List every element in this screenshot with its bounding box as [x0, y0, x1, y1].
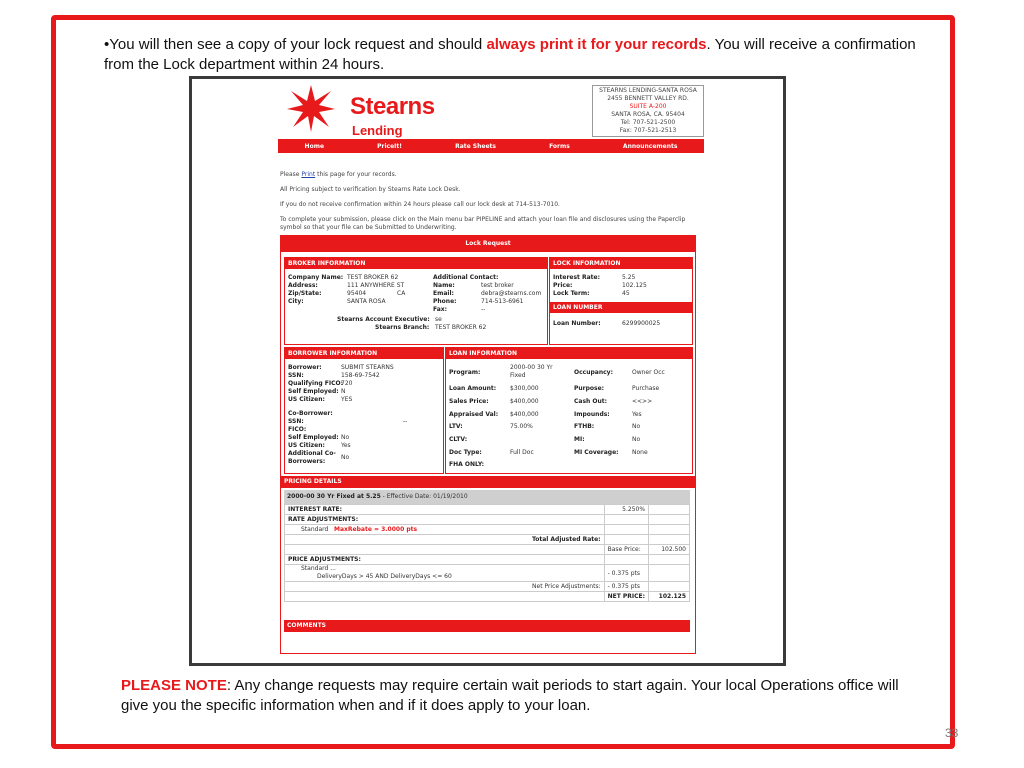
note-text: : Any change requests may require certain wait periods to start again. Your local Operations office will give you the specific information when and if it does apply to your loan.	[121, 677, 899, 714]
standard-adjustment: Standard ...	[301, 565, 336, 572]
table-row	[285, 515, 690, 525]
city: SANTA ROSA	[347, 298, 386, 305]
label: Additional Co-	[288, 450, 336, 457]
address-line: SANTA ROSA, CA. 95404	[611, 111, 685, 118]
empty-cell	[649, 505, 690, 515]
max-rebate: MaxRebate = 3.0000 pts	[334, 526, 418, 533]
nav-rate-sheets[interactable]: Rate Sheets	[455, 142, 496, 150]
intro-text	[104, 35, 944, 75]
empty-cell	[649, 535, 690, 545]
label: City:	[288, 298, 304, 305]
table-row	[285, 545, 690, 555]
label: NET PRICE:	[604, 592, 648, 602]
ltv: 75.00%	[510, 423, 533, 430]
borrower-fico: 720	[341, 380, 353, 387]
broker-info-header: BROKER INFORMATION	[285, 258, 547, 269]
company-name: TEST BROKER 62	[347, 274, 399, 281]
nav-forms[interactable]: Forms	[549, 142, 570, 150]
screenshot-lock-request	[189, 76, 786, 666]
delivery-days-rule: DeliveryDays > 45 AND DeliveryDays <= 60	[317, 573, 452, 580]
mi-coverage: None	[632, 449, 648, 456]
nav-priceit[interactable]: PriceIt!	[377, 142, 402, 150]
main-nav	[278, 139, 704, 153]
lock-term: 45	[622, 290, 630, 297]
label: Total Adjusted Rate:	[285, 535, 605, 545]
borrower-info-header: BORROWER INFORMATION	[285, 348, 443, 359]
label: FTHB:	[574, 423, 595, 430]
price: 102.125	[622, 282, 647, 289]
label: Company Name:	[288, 274, 344, 281]
address-line: 2455 BENNETT VALLEY RD.	[607, 95, 689, 102]
net-price: 102.125	[649, 592, 690, 602]
effective-date: - Effective Date: 01/19/2010	[380, 493, 468, 500]
label: PRICE ADJUSTMENTS:	[285, 555, 605, 565]
empty-cell	[649, 582, 690, 592]
standard-label: Standard	[301, 526, 329, 533]
table-row	[285, 565, 690, 582]
pricing-table	[284, 504, 690, 602]
label: Sales Price:	[449, 398, 489, 405]
interest-rate: 5.25	[622, 274, 636, 281]
base-price: 102.500	[649, 545, 690, 555]
print-link[interactable]: Print	[301, 171, 316, 178]
label: RATE ADJUSTMENTS:	[285, 515, 605, 525]
label: Email:	[433, 290, 454, 297]
label: Price:	[553, 282, 573, 289]
label: Address:	[288, 282, 318, 289]
label: Borrowers:	[288, 458, 326, 465]
label: FHA ONLY:	[449, 461, 485, 468]
please-note	[121, 676, 901, 716]
label: SSN:	[288, 372, 304, 379]
print-note-pre: Please	[280, 171, 302, 178]
state: CA	[397, 290, 406, 297]
page-notes	[280, 171, 704, 239]
intro-highlight: always print it for your records	[486, 36, 707, 53]
label: Base Price:	[604, 545, 648, 555]
borrower-self-employed: N	[341, 388, 346, 395]
broker-info-box	[284, 257, 548, 345]
verification-note: All Pricing subject to verification by Stearns Rate Lock Desk.	[280, 186, 461, 193]
label: LTV:	[449, 423, 463, 430]
account-executive: se	[435, 316, 442, 323]
address-line: SUITE A-200	[629, 103, 667, 110]
table-row	[285, 535, 690, 545]
label: Interest Rate:	[553, 274, 601, 281]
co-borrower-ssn: --	[403, 418, 408, 425]
stearns-star-logo-icon	[286, 83, 336, 133]
label: Purpose:	[574, 385, 605, 392]
address-line: STEARNS LENDING-SANTA ROSA	[599, 87, 697, 94]
impounds: Yes	[632, 411, 642, 418]
borrower-info-box	[284, 347, 444, 474]
label: Impounds:	[574, 411, 610, 418]
empty-cell	[604, 515, 648, 525]
label: Additional Contact:	[433, 274, 499, 281]
label: Name:	[433, 282, 455, 289]
label: Lock Term:	[553, 290, 590, 297]
empty-cell	[604, 555, 648, 565]
table-row	[285, 525, 690, 535]
contact-fax: --	[481, 306, 486, 313]
label: Net Price Adjustments:	[285, 582, 605, 592]
label: Zip/State:	[288, 290, 322, 297]
cash-out: <<>>	[632, 398, 653, 405]
doc-type: Full Doc	[510, 449, 534, 456]
page-number: 33	[945, 726, 959, 740]
label: Stearns Branch:	[375, 324, 430, 331]
label: Program:	[449, 369, 481, 376]
comments-header: COMMENTS	[284, 620, 690, 632]
occupancy: Owner Occ	[632, 369, 665, 376]
label: Self Employed:	[288, 388, 339, 395]
borrower-name: SUBMIT STEARNS	[341, 364, 394, 371]
submission-note: To complete your submission, please click on the Main menu bar PIPELINE and attach your loan file and disclosures using the Paperclip symbol so that your file can be Submitted to Underwriting.	[280, 216, 686, 231]
label: MI:	[574, 436, 585, 443]
net-price-adjustments: - 0.375 pts	[604, 582, 648, 592]
empty-cell	[649, 515, 690, 525]
branch-address	[592, 85, 704, 137]
empty-cell	[285, 545, 605, 555]
empty-cell	[649, 525, 690, 535]
label: Loan Amount:	[449, 385, 497, 392]
label: US Citizen:	[288, 442, 325, 449]
label: Loan Number:	[553, 320, 601, 327]
note-label: PLEASE NOTE	[121, 677, 227, 694]
loan-info-header: LOAN INFORMATION	[446, 348, 692, 359]
label: INTEREST RATE:	[285, 505, 605, 515]
empty-cell	[649, 555, 690, 565]
intro-rest: . You will receive a confirmation from the Lock department within 24 hours.	[104, 36, 916, 73]
label: Doc Type:	[449, 449, 482, 456]
contact-email: debra@stearns.com	[481, 290, 542, 297]
lock-request-panel	[280, 235, 696, 654]
brand-sub: Lending	[352, 123, 403, 138]
broker-address: 111 ANYWHERE ST	[347, 282, 405, 289]
label: Phone:	[433, 298, 457, 305]
brand-name: Stearns	[350, 93, 435, 120]
loan-number: 6299900025	[622, 320, 661, 327]
fthb: No	[632, 423, 641, 430]
label: MI Coverage:	[574, 449, 619, 456]
nav-home[interactable]: Home	[304, 142, 325, 150]
program-line-1: 2000-00 30 Yr	[510, 364, 553, 371]
mi: No	[632, 436, 641, 443]
purpose: Purchase	[632, 385, 660, 392]
empty-cell	[604, 535, 648, 545]
zip: 95404	[347, 290, 367, 297]
label: Occupancy:	[574, 369, 613, 376]
co-borrower-self-employed: No	[341, 434, 350, 441]
table-row	[285, 505, 690, 515]
loan-number-header: LOAN NUMBER	[550, 302, 692, 313]
lock-info-header: LOCK INFORMATION	[550, 258, 692, 269]
adjustment-value: - 0.375 pts	[604, 565, 648, 582]
contact-name: test broker	[481, 282, 514, 289]
label: Appraised Val:	[449, 411, 499, 418]
label: Qualifying FICO:	[288, 380, 344, 387]
additional-co-borrowers: No	[341, 454, 350, 461]
print-note	[280, 171, 704, 179]
label: Co-Borrower:	[288, 410, 333, 417]
nav-announcements[interactable]: Announcements	[622, 142, 678, 150]
address-line: Fax: 707-521-2513	[619, 127, 677, 134]
label: US Citizen:	[288, 396, 325, 403]
borrower-citizen: YES	[341, 396, 353, 403]
product-name: 2000-00 30 Yr Fixed at 5.25	[287, 493, 381, 500]
label: Self Employed:	[288, 434, 339, 441]
label: CLTV:	[449, 436, 468, 443]
interest-rate-value: 5.250%	[604, 505, 648, 515]
pricing-details-header: PRICING DETAILS	[281, 476, 695, 488]
label: Fax:	[433, 306, 448, 313]
appraised-value: $400,000	[510, 411, 539, 418]
program-line-2: Fixed	[510, 372, 526, 379]
intro-bullet: •You will then see a copy of your lock request and should	[104, 36, 487, 53]
label: Cash Out:	[574, 398, 608, 405]
lock-request-title: Lock Request	[281, 236, 695, 252]
lock-info-box	[549, 257, 693, 345]
loan-info-box	[445, 347, 693, 474]
empty-cell	[649, 565, 690, 582]
loan-amount: $300,000	[510, 385, 539, 392]
empty-cell	[285, 592, 605, 602]
confirmation-note: If you do not receive confirmation within 24 hours please call our lock desk at 714-513-7010.	[280, 201, 560, 208]
label: FICO:	[288, 426, 307, 433]
empty-cell	[604, 525, 648, 535]
label: Stearns Account Executive:	[337, 316, 430, 323]
pricing-product-bar	[284, 490, 690, 504]
print-note-post: this page for your records.	[315, 171, 397, 178]
borrower-ssn: 158-69-7542	[341, 372, 380, 379]
contact-phone: 714-513-6961	[481, 298, 524, 305]
address-line: Tel: 707-521-2500	[620, 119, 676, 126]
co-borrower-citizen: Yes	[341, 442, 351, 449]
table-row	[285, 582, 690, 592]
sales-price: $400,000	[510, 398, 539, 405]
stearns-branch: TEST BROKER 62	[435, 324, 487, 331]
label: SSN:	[288, 418, 304, 425]
table-row	[285, 555, 690, 565]
label: Borrower:	[288, 364, 322, 371]
table-row	[285, 592, 690, 602]
